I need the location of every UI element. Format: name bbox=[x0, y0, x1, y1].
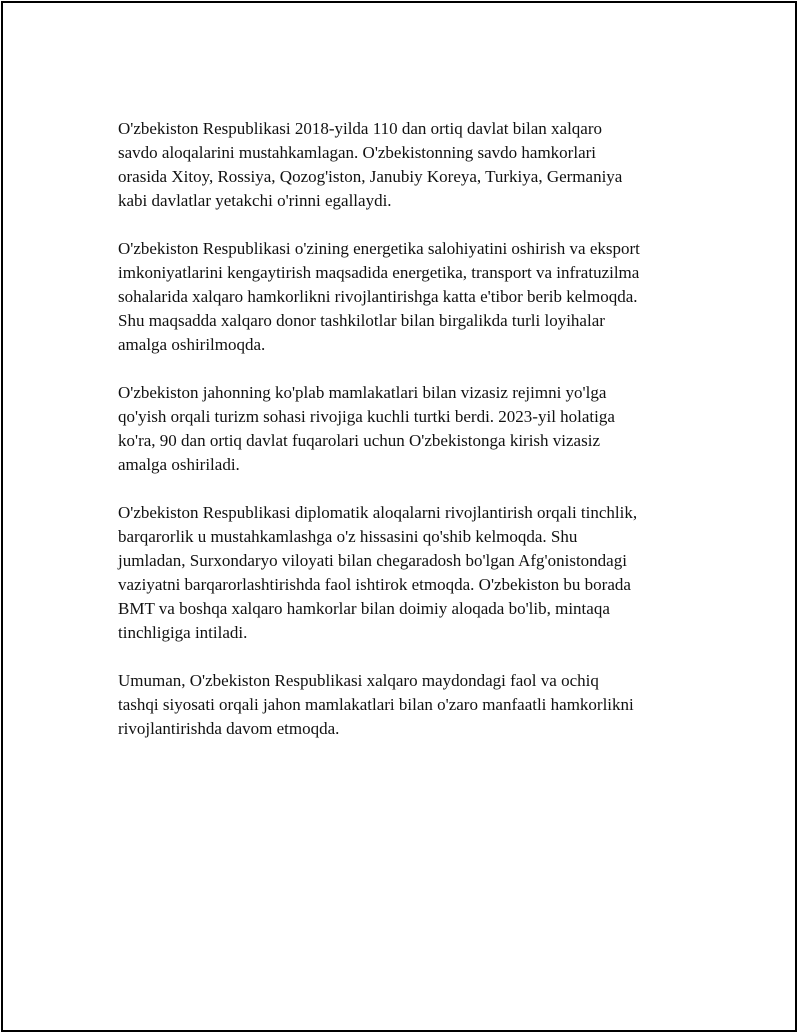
text-line: qo'yish orqali turizm sohasi rivojiga kuchli turtki berdi. 2023-yil holatiga bbox=[118, 407, 615, 426]
text-line: vaziyatni barqarorlashtirishda faol ishtirok etmoqda. O'zbekiston bu borada bbox=[118, 575, 631, 594]
text-line: kabi davlatlar yetakchi o'rinni egallaydi. bbox=[118, 191, 392, 210]
text-line: Shu maqsadda xalqaro donor tashkilotlar bilan birgalikda turli loyihalar bbox=[118, 311, 605, 330]
paragraph bbox=[118, 669, 708, 741]
paragraph bbox=[118, 237, 708, 357]
text-line: Umuman, O'zbekiston Respublikasi xalqaro maydondagi faol va ochiq bbox=[118, 671, 599, 690]
text-line: rivojlantirishda davom etmoqda. bbox=[118, 719, 340, 738]
text-line: imkoniyatlarini kengaytirish maqsadida energetika, transport va infratuzilma bbox=[118, 263, 640, 282]
text-line: jumladan, Surxondaryo viloyati bilan chegaradosh bo'lgan Afg'onistondagi bbox=[118, 551, 627, 570]
text-line: tashqi siyosati orqali jahon mamlakatlari bilan o'zaro manfaatli hamkorlikni bbox=[118, 695, 634, 714]
text-line: tinchligiga intiladi. bbox=[118, 623, 248, 642]
text-line: savdo aloqalarini mustahkamlagan. O'zbekistonning savdo hamkorlari bbox=[118, 143, 597, 162]
text-line: orasida Xitoy, Rossiya, Qozog'iston, Janubiy Koreya, Turkiya, Germaniya bbox=[118, 167, 623, 186]
text-line: barqarorlik u mustahkamlashga o'z hissasini qo'shib kelmoqda. Shu bbox=[118, 527, 578, 546]
paragraph bbox=[118, 117, 708, 213]
text-line: amalga oshirilmoqda. bbox=[118, 335, 266, 354]
text-line: BMT va boshqa xalqaro hamkorlar bilan doimiy aloqada bo'lib, mintaqa bbox=[118, 599, 610, 618]
text-line: sohalarida xalqaro hamkorlikni rivojlantirishga katta e'tibor berib kelmoqda. bbox=[118, 287, 638, 306]
text-line: O'zbekiston Respublikasi o'zining energetika salohiyatini oshirish va eksport bbox=[118, 239, 640, 258]
text-line: ko'ra, 90 dan ortiq davlat fuqarolari uchun O'zbekistonga kirish vizasiz bbox=[118, 431, 600, 450]
paragraph bbox=[118, 381, 708, 477]
text-line: O'zbekiston jahonning ko'plab mamlakatlari bilan vizasiz rejimni yo'lga bbox=[118, 383, 607, 402]
text-line: O'zbekiston Respublikasi diplomatik aloqalarni rivojlantirish orqali tinchlik, bbox=[118, 503, 638, 522]
text-line: amalga oshiriladi. bbox=[118, 455, 240, 474]
paragraph bbox=[118, 501, 708, 645]
text-line: O'zbekiston Respublikasi 2018-yilda 110 dan ortiq davlat bilan xalqaro bbox=[118, 119, 603, 138]
document-body bbox=[118, 117, 708, 765]
